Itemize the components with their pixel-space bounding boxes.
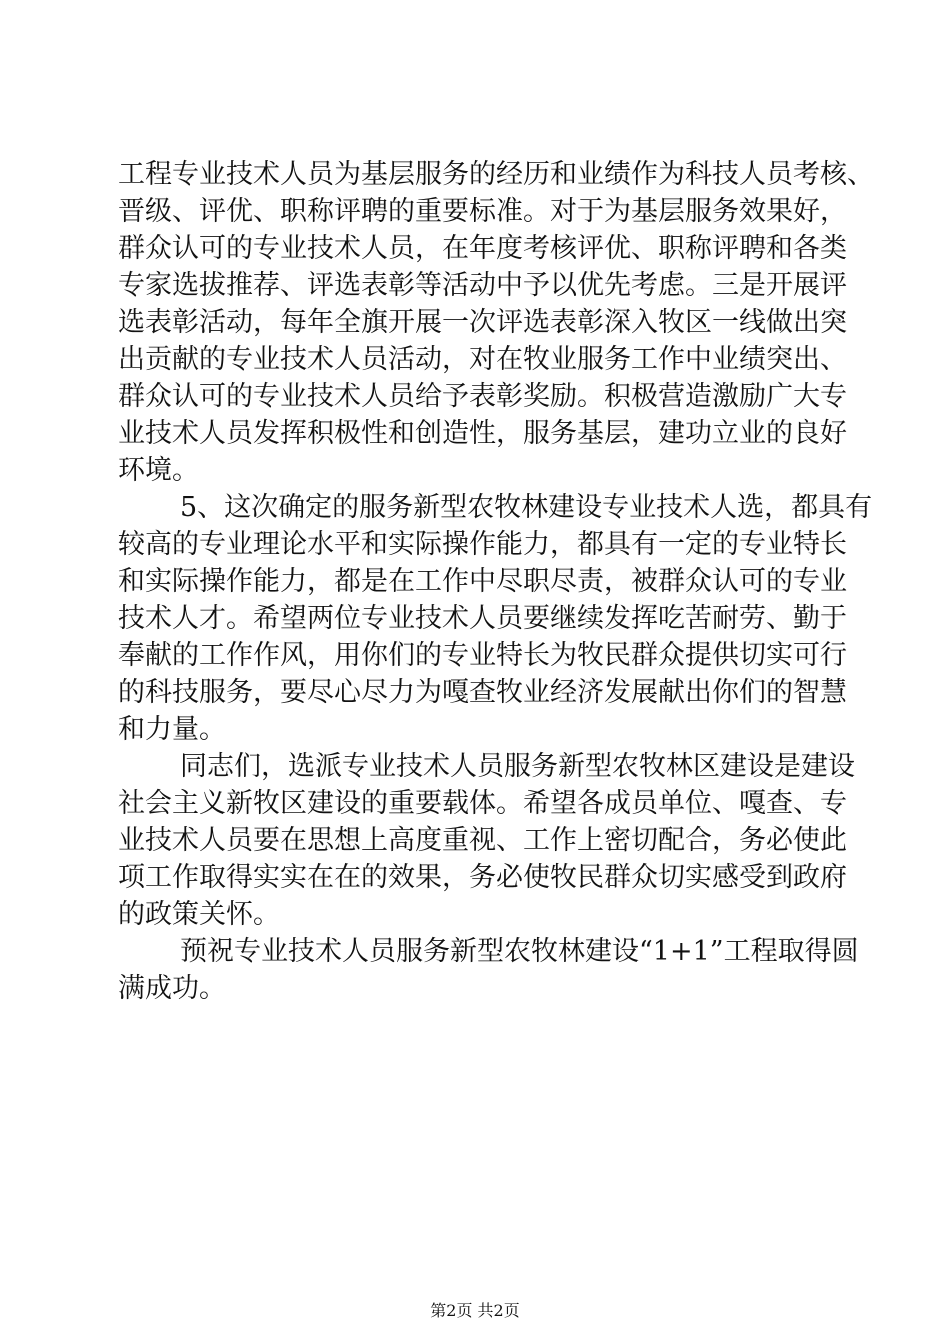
text-line: 晋级、评优、职称评聘的重要标准。对于为基层服务效果好， [118,196,847,227]
text-line: 的政策关怀。 [118,899,280,930]
text-line: 和实际操作能力，都是在工作中尽职尽责，被群众认可的专业 [118,566,847,597]
text-line: 群众认可的专业技术人员，在年度考核评优、职称评聘和各类 [118,233,847,264]
text-line: 工程专业技术人员为基层服务的经历和业绩作为科技人员考核、 [118,159,874,190]
text-line: 选表彰活动，每年全旗开展一次评选表彰深入牧区一线做出突 [118,307,847,338]
text-line: 同志们，选派专业技术人员服务新型农牧林区建设是建设 [180,751,855,782]
page-number-footer: 第2页 共2页 [430,1301,520,1320]
text-line: 环境。 [118,455,199,486]
text-line: 业技术人员要在思想上高度重视、工作上密切配合，务必使此 [118,825,847,856]
text-line: 的科技服务，要尽心尽力为嘎查牧业经济发展献出你们的智慧 [118,677,847,708]
text-line: 群众认可的专业技术人员给予表彰奖励。积极营造激励广大专 [118,381,847,412]
text-line: 奉献的工作作风，用你们的专业特长为牧民群众提供切实可行 [118,640,847,671]
text-line: 预祝专业技术人员服务新型农牧林建设“1+1”工程取得圆 [180,936,859,967]
text-line: 满成功。 [118,973,226,1004]
text-line: 专家选拔推荐、评选表彰等活动中予以优先考虑。三是开展评 [118,270,847,301]
text-line: 业技术人员发挥积极性和创造性，服务基层，建功立业的良好 [118,418,847,449]
text-line: 出贡献的专业技术人员活动，对在牧业服务工作中业绩突出、 [118,344,847,375]
text-line: 和力量。 [118,714,226,745]
text-line: 项工作取得实实在在的效果，务必使牧民群众切实感受到政府 [118,862,847,893]
text-line: 技术人才。希望两位专业技术人员要继续发挥吃苦耐劳、勤于 [118,603,847,634]
text-line: 社会主义新牧区建设的重要载体。希望各成员单位、嘎查、专 [118,788,847,819]
text-line: 较高的专业理论水平和实际操作能力，都具有一定的专业特长 [118,529,847,560]
text-line: 5、这次确定的服务新型农牧林建设专业技术人选，都具有 [180,492,873,523]
